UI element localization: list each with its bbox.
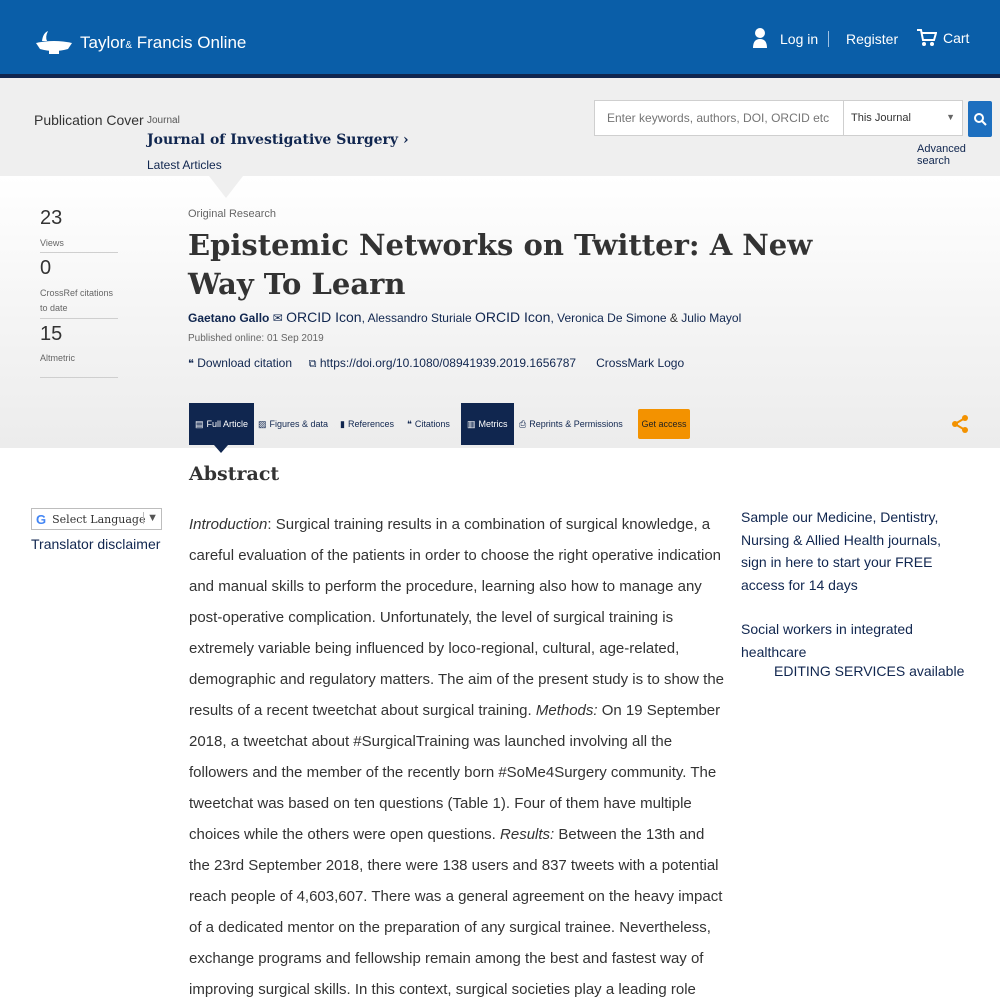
search-icon <box>973 112 987 126</box>
image-icon: ▨ <box>258 418 267 429</box>
abstract-methods-text: On 19 September 2018, a tweetchat about #SurgicalTraining was launched involving all the followers and the member of the recently born #SoMe4Surgery community. The tweetchat was based on ten questions (Table 1). Four of them have multiple choices while the others were open questions. <box>189 702 721 843</box>
abstract-intro-text: : Surgical training results in a combination of surgical knowledge, a careful evaluation of the patients in order to choose the right operative indication and manual skills to perform the procedure, learning also how to manage any post-operative complication. Unfortunately, the level of surgical training is extremely variable being influenced by loco-regional, cultural, age-related, demographic and regulatory matters. The aim of the present study is to show the results of a recent tweetchat about surgical training. <box>189 516 725 719</box>
publication-cover-link[interactable]: Publication Cover <box>34 112 144 128</box>
active-tab-pointer <box>214 445 228 453</box>
search-scope-value: This Journal <box>851 112 911 124</box>
language-selector[interactable] <box>31 508 162 530</box>
document-icon: ▤ <box>195 418 204 429</box>
editing-services-link[interactable]: EDITING SERVICES available <box>774 663 965 679</box>
brand-name <box>80 33 246 53</box>
article-actions <box>188 356 684 371</box>
orcid-icon[interactable]: ORCID Icon <box>286 309 362 325</box>
author-list: Gaetano Gallo ✉ ORCID Icon, Alessandro Sturiale ORCID Icon, Veronica De Simone & Julio Mayol <box>188 309 742 325</box>
altmetric-label: Altmetric <box>40 353 76 363</box>
views-count: 23 <box>40 207 63 229</box>
google-icon: G <box>36 511 47 527</box>
external-link-icon: ⧉ <box>308 358 317 370</box>
download-citation-link[interactable]: Download citation <box>197 356 292 370</box>
language-selector-label: Select Language <box>52 512 146 526</box>
share-icon[interactable] <box>951 414 969 434</box>
print-icon: ⎙ <box>519 418 527 429</box>
crossref-count: 0 <box>40 257 52 279</box>
get-access-button[interactable]: Get access <box>638 409 690 439</box>
doi-link[interactable]: https://doi.org/10.1080/08941939.2019.1656787 <box>319 356 577 370</box>
header-separator <box>828 31 829 47</box>
tab-label: Citations <box>414 419 450 429</box>
promo-link-social-workers[interactable]: Social workers in integrated healthcare <box>741 621 913 660</box>
search-input[interactable] <box>594 100 852 136</box>
tab-label: Full Article <box>206 419 249 429</box>
login-link[interactable]: Log in <box>780 31 819 47</box>
brand-part-2: Francis Online <box>136 33 247 52</box>
abstract-heading: Abstract <box>189 463 280 485</box>
journal-label: Journal <box>147 115 180 126</box>
advanced-search-link[interactable]: Advanced search <box>917 143 966 167</box>
abstract-results-label: Results: <box>500 826 555 843</box>
brand-amp: & <box>125 40 133 51</box>
author-link[interactable]: Veronica De Simone <box>557 311 667 325</box>
tab-reprints[interactable] <box>519 403 623 445</box>
abstract-methods-label: Methods: <box>535 702 598 719</box>
views-label: Views <box>40 238 64 248</box>
author-link[interactable]: Alessandro Sturiale <box>367 311 472 325</box>
journal-band-pointer <box>209 176 243 198</box>
translator-disclaimer-link[interactable]: Translator disclaimer <box>31 536 161 552</box>
crossref-label: CrossRef citations to date <box>40 288 114 313</box>
search-scope-select[interactable] <box>843 100 963 136</box>
author-ampersand: & <box>669 311 678 325</box>
tab-label: Figures & data <box>269 419 329 429</box>
lamp-logo-icon <box>34 29 74 57</box>
quote-icon: ❝ <box>407 418 412 429</box>
abstract-results-text: Between the 13th and the 23rd September 2018, there were 138 users and 837 tweets with a potential reach people of 4,603,607. There was a general agreement on the heavy impact of a dedicated mentor on the preparation of any surgical trainee. Nevertheless, exchange programs and fellowship remain among the best and fastest way of improving surgical skills. In this context, surgical societies play a leading role <box>189 826 723 998</box>
chevron-down-icon: ▼ <box>143 512 158 524</box>
cart-link[interactable]: Cart <box>943 30 970 46</box>
promo-link-free-access[interactable]: Sample our Medicine, Dentistry, Nursing & Allied Health journals, sign in here to start your FREE access for 14 days <box>741 509 941 593</box>
metric-divider <box>40 377 118 378</box>
abstract-text <box>189 509 724 1005</box>
chevron-down-icon: ▼ <box>946 112 955 122</box>
brand-logo[interactable] <box>34 28 246 58</box>
latest-articles-link[interactable]: Latest Articles <box>147 158 222 172</box>
tab-citations[interactable] <box>407 403 450 445</box>
cart-icon[interactable] <box>917 29 937 47</box>
abstract-intro-label: Introduction <box>189 516 268 533</box>
tab-references[interactable] <box>340 403 394 445</box>
author-link[interactable]: Gaetano Gallo <box>188 311 270 325</box>
bar-chart-icon: ▥ <box>467 418 476 429</box>
tab-figures[interactable] <box>258 403 328 445</box>
quote-icon: ❝ <box>188 358 194 370</box>
author-link[interactable]: Julio Mayol <box>681 311 742 325</box>
register-link[interactable]: Register <box>846 31 899 47</box>
journal-title-link[interactable]: Journal of Investigative Surgery › <box>147 132 409 148</box>
user-icon[interactable] <box>752 27 768 49</box>
tab-label: References <box>347 419 394 429</box>
book-icon: ▮ <box>340 418 345 429</box>
tab-full-article[interactable] <box>189 403 254 445</box>
altmetric-count[interactable]: 15 <box>40 323 63 345</box>
search-button[interactable] <box>968 101 992 137</box>
orcid-icon[interactable]: ORCID Icon <box>475 309 551 325</box>
article-title: Epistemic Networks on Twitter: A New Way To Learn <box>188 228 813 301</box>
crossmark-link[interactable]: CrossMark Logo <box>596 356 685 370</box>
brand-part-1: Taylor <box>80 33 126 52</box>
tab-label: Metrics <box>478 419 508 429</box>
envelope-icon[interactable]: ✉ <box>272 311 283 325</box>
tab-label: Reprints & Permissions <box>529 419 623 429</box>
tab-metrics[interactable] <box>461 403 514 445</box>
metric-divider <box>40 318 118 319</box>
metric-divider <box>40 252 118 253</box>
article-type: Original Research <box>188 208 277 220</box>
published-date: Published online: 01 Sep 2019 <box>188 333 324 344</box>
